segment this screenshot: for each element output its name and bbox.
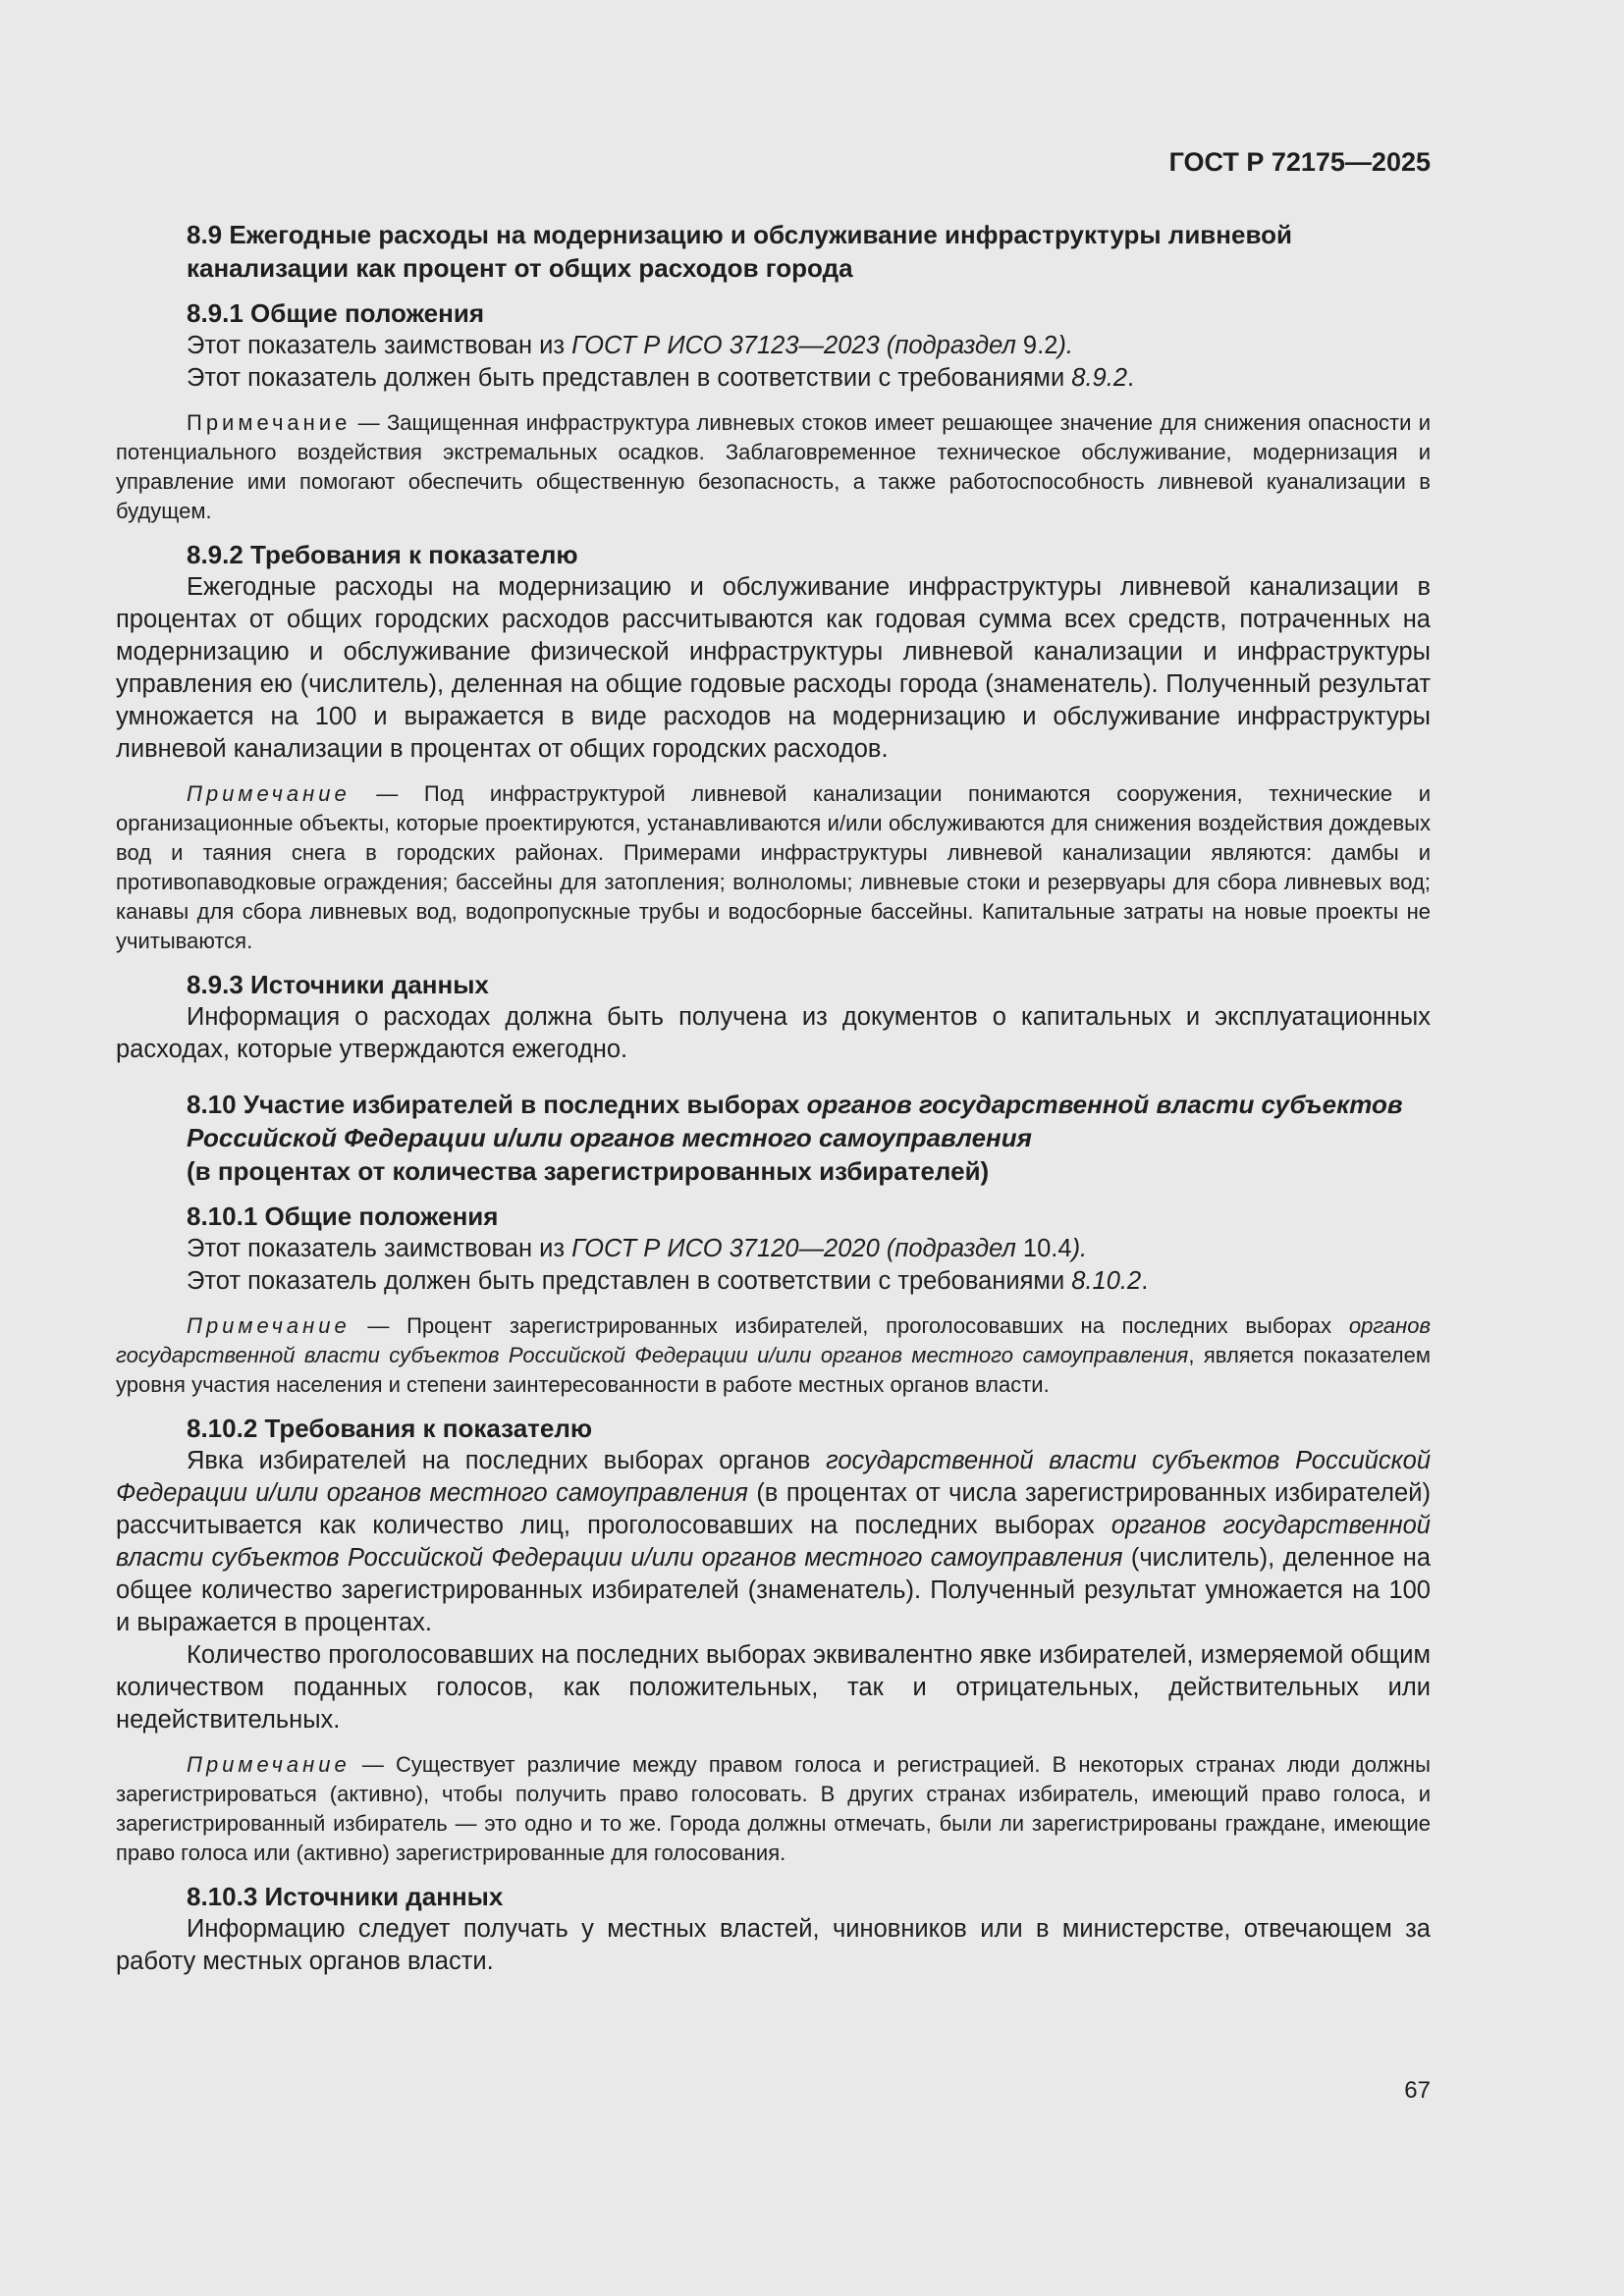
note-label: Примечание <box>187 1752 351 1777</box>
section-8-10-2-heading: 8.10.2 Требования к показателю <box>187 1414 593 1443</box>
section-8-9-heading: 8.9 Ежегодные расходы на модернизацию и обслуживание инфраструктуры ливневой канализации как процент от общих расходов города <box>187 220 1292 283</box>
clause-reference: 8.10.2 <box>1071 1267 1142 1295</box>
paragraph: Этот показатель должен быть представлен в соответствии с требованиями 8.9.2. <box>187 364 1135 392</box>
page-content <box>116 218 1431 1978</box>
clause-reference: 8.9.2 <box>1071 364 1127 392</box>
document-code: ГОСТ Р 72175—2025 <box>1168 147 1431 177</box>
paragraph: Ежегодные расходы на модернизацию и обслуживание инфраструктуры ливневой канализации в процентах от общих городских расходов рассчитываются как годовая сумма всех средств, потраченных на модернизацию и обслуживание физической инфраструктуры ливневой канализации и инфраструктуры управления ею (числитель), деленная на общие годовые расходы города (знаменатель). Полученный результат умножается на 100 и выражается в виде расходов на модернизацию и обслуживание инфраструктуры ливневой канализации в процентах от общих городских расходов. <box>116 573 1431 763</box>
paragraph: Этот показатель заимствован из ГОСТ Р ИСО 37120—2020 (подраздел 10.4). <box>187 1235 1088 1262</box>
note: Примечание — Под инфраструктурой ливневой канализации понимаются сооружения, технические и организационные объекты, которые проектируются, устанавливаются и/или обслуживаются для снижения воздействия дождевых вод и таяния снега в городских районах. Примерами инфраструктуры ливневой канализации являются: дамбы и противопаводковые ограждения; бассейны для затопления; волноломы; ливневые стоки и резервуары для сбора ливневых вод; канавы для сбора ливневых вод, водопропускные трубы и водосборные бассейны. Капитальные затраты на новые проекты не учитываются. <box>116 781 1431 953</box>
page-number: 67 <box>1404 2077 1431 2104</box>
section-8-10-3-heading: 8.10.3 Источники данных <box>187 1882 504 1911</box>
section-8-9-3-heading: 8.9.3 Источники данных <box>187 970 489 999</box>
note-label: Примечание <box>187 781 351 806</box>
paragraph: Количество проголосовавших на последних выборах эквивалентно явке избирателей, измеряемой общим количеством поданных голосов, как положительных, так и отрицательных, действительных или недействительных. <box>116 1641 1431 1734</box>
note-label: Примечание <box>187 1313 351 1338</box>
section-8-10-heading: 8.10 Участие избирателей в последних выборах органов государственной власти субъектов Российской Федерации и/или органов местного самоуправления (в процентах от количества зарегистрированных избирателей) <box>187 1090 1403 1186</box>
section-8-9-2-heading: 8.9.2 Требования к показателю <box>187 540 578 569</box>
paragraph: Этот показатель заимствован из ГОСТ Р ИСО 37123—2023 (подраздел 9.2). <box>187 332 1073 359</box>
paragraph: Явка избирателей на последних выборах органов государственной власти субъектов Российской Федерации и/или органов местного самоуправления (в процентах от числа зарегистрированных избирателей) рассчитывается как количество лиц, проголосовавших на последних выборах органов государственной власти субъектов Российской Федерации и/или органов местного самоуправления (числитель), деленное на общее количество зарегистрированных избирателей (знаменатель). Полученный результат умножается на 100 и выражается в процентах. <box>116 1447 1432 1636</box>
note-label: Примечание <box>187 410 352 435</box>
standard-reference: ГОСТ Р ИСО 37120—2020 (подраздел <box>571 1235 1023 1262</box>
note: Примечание — Защищенная инфраструктура ливневых стоков имеет решающее значение для снижения опасности и потенциального воздействия экстремальных осадков. Заблаговременное техническое обслуживание, модернизация и управление ими помогают обеспечить общественную безопасность, а также работоспособность ливневой куанализации в будущем. <box>116 410 1431 523</box>
paragraph: Информацию следует получать у местных властей, чиновников или в министерстве, отвечающем за работу местных органов власти. <box>116 1915 1431 1975</box>
standard-reference: ГОСТ Р ИСО 37123—2023 (подраздел <box>571 332 1023 359</box>
note: Примечание — Существует различие между правом голоса и регистрацией. В некоторых странах люди должны зарегистрироваться (активно), чтобы получить право голосовать. В других странах избиратель, имеющий право голоса, и зарегистрированный избиратель — это одно и то же. Города должны отмечать, были ли зарегистрированы граждане, имеющие право голоса или (активно) зарегистрированные для голосования. <box>116 1752 1431 1865</box>
section-8-9-1-heading: 8.9.1 Общие положения <box>187 298 484 328</box>
paragraph: Информация о расходах должна быть получена из документов о капитальных и эксплуатационных расходах, которые утверждаются ежегодно. <box>116 1003 1431 1063</box>
note: Примечание — Процент зарегистрированных избирателей, проголосовавших на последних выборах органов государственной власти субъектов Российской Федерации и/или органов местного самоуправления, является показателем уровня участия населения и степени заинтересованности в работе местных органов власти. <box>116 1313 1431 1397</box>
section-8-10-1-heading: 8.10.1 Общие положения <box>187 1201 499 1231</box>
paragraph: Этот показатель должен быть представлен в соответствии с требованиями 8.10.2. <box>187 1267 1149 1295</box>
